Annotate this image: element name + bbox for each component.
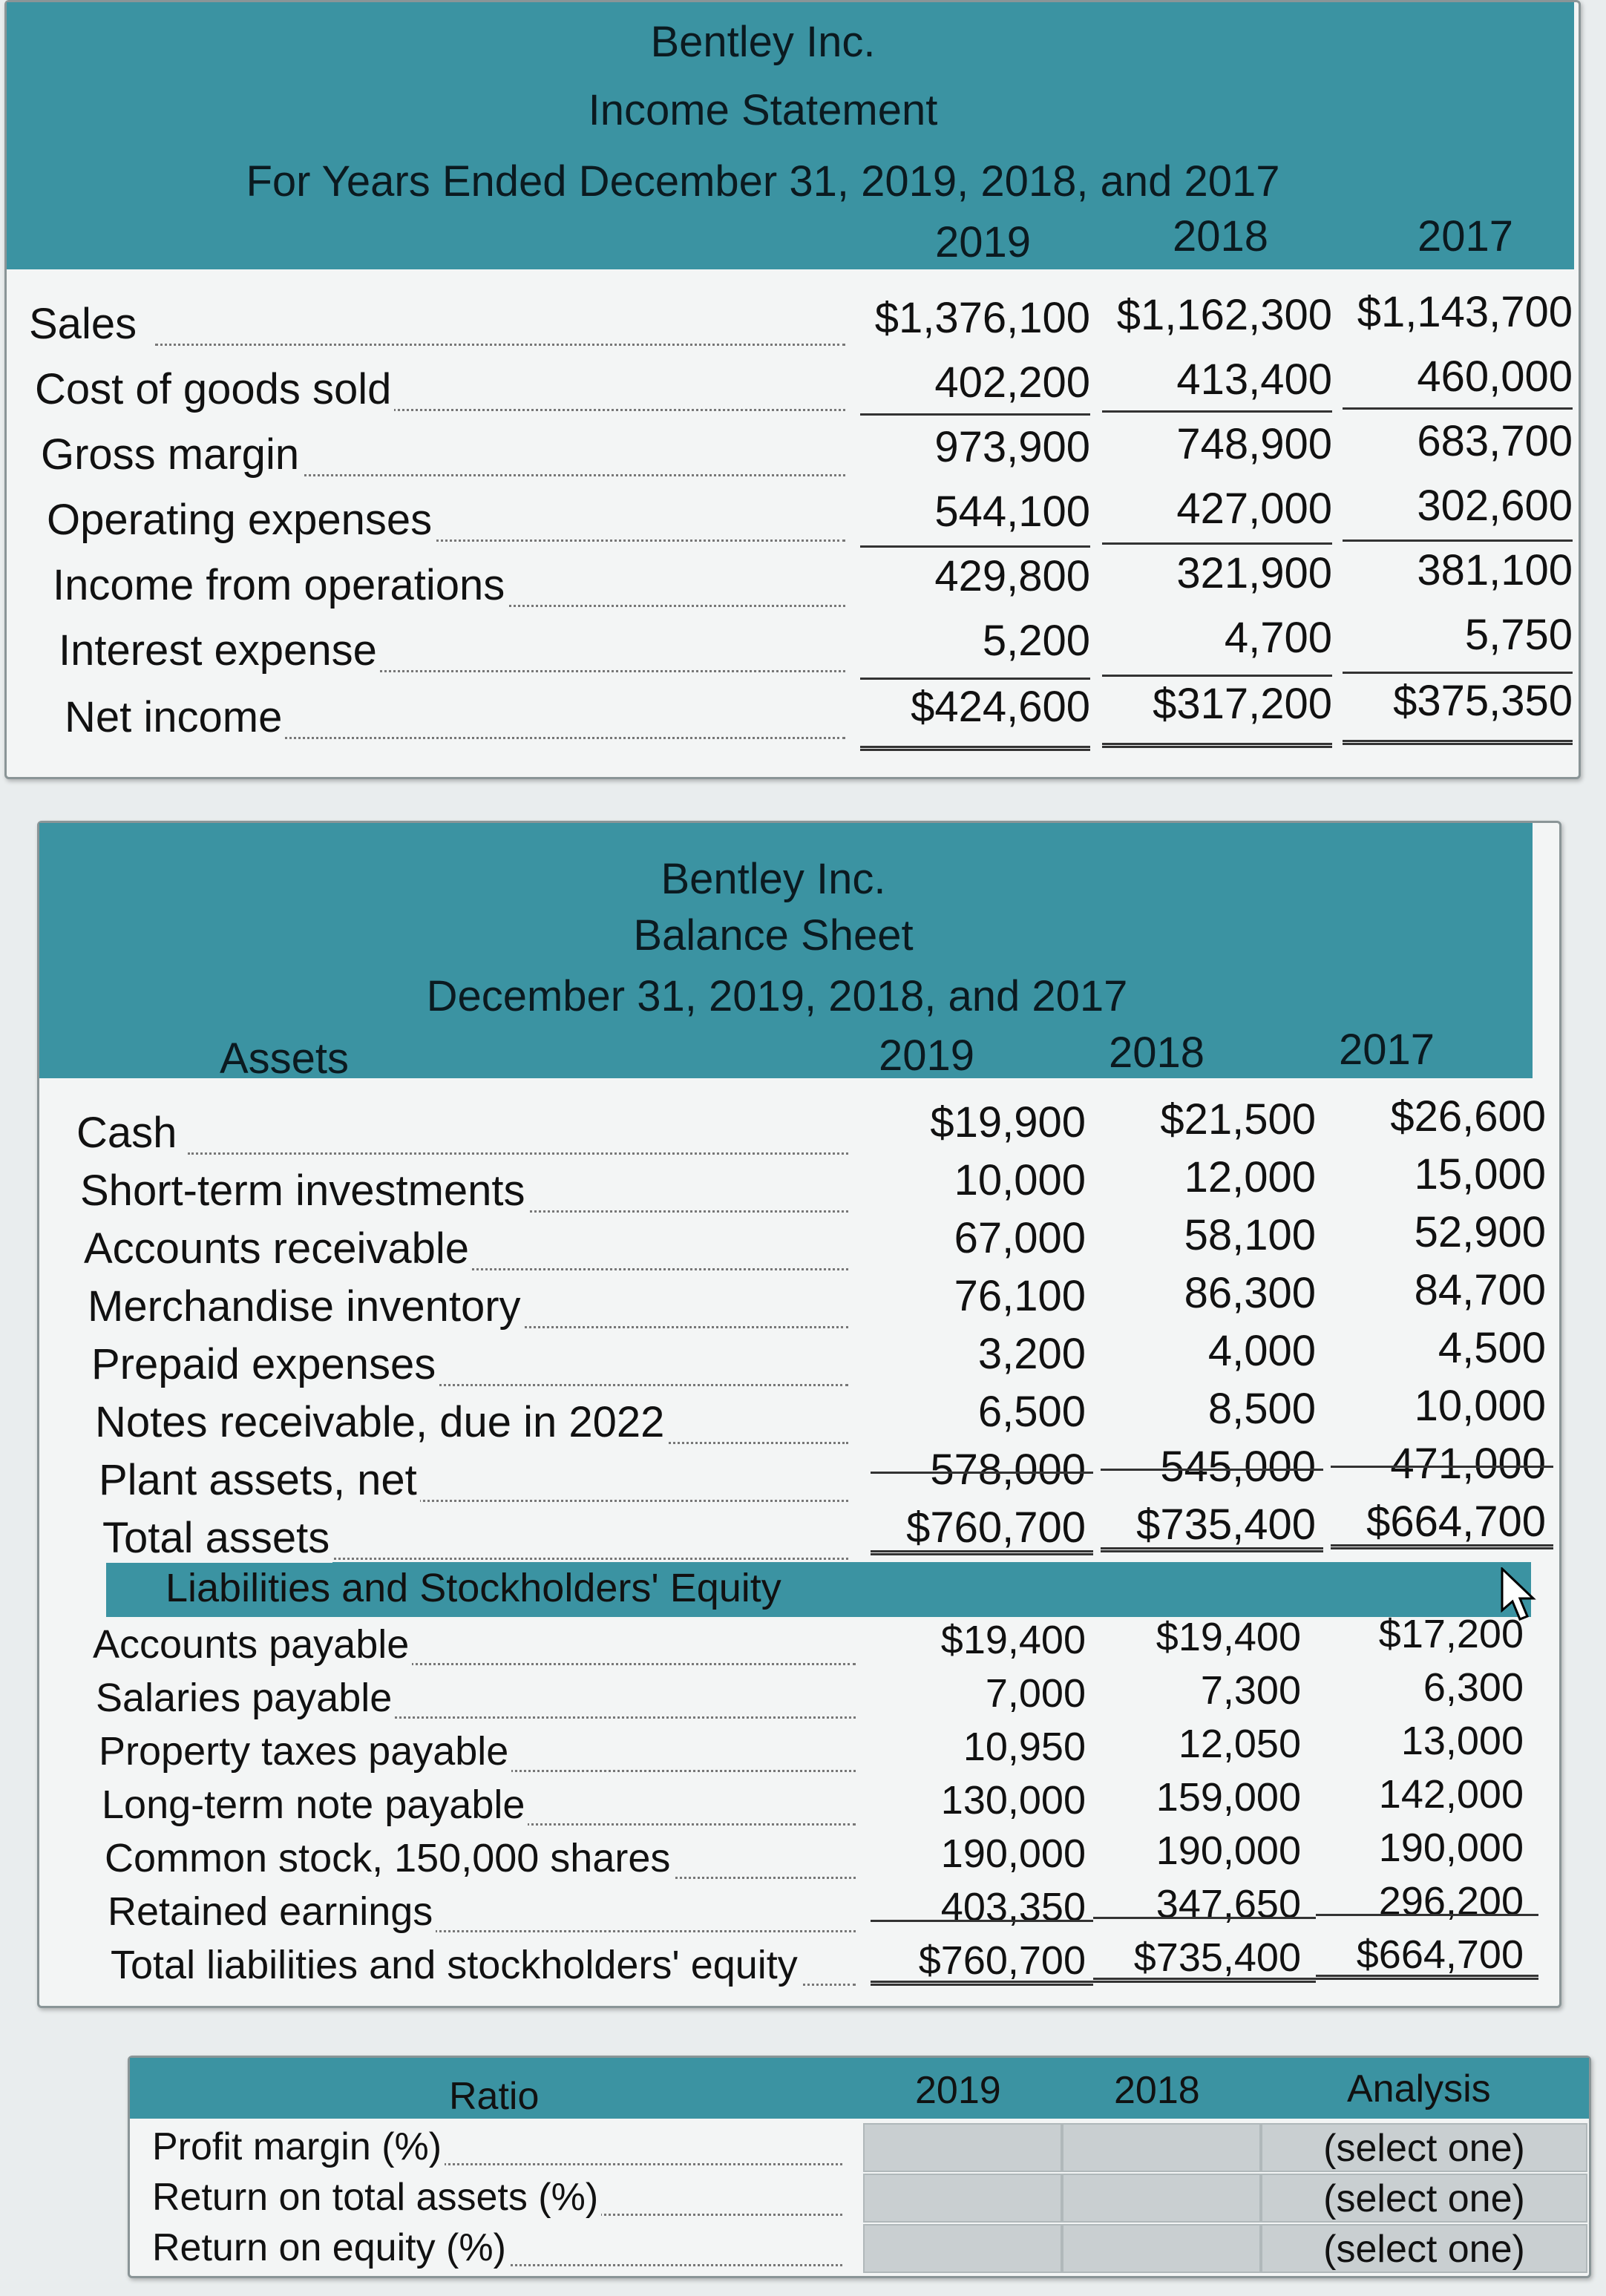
- income-underline: [860, 413, 1090, 416]
- analysis-select[interactable]: [1261, 2224, 1587, 2273]
- liability-value: 130,000: [940, 1778, 1086, 1823]
- income-value: $1,376,100: [874, 294, 1090, 342]
- liability-row-label: Common stock, 150,000 shares: [105, 1835, 673, 1881]
- income-value: 5,750: [1464, 611, 1573, 659]
- asset-value: 86,300: [1184, 1269, 1316, 1317]
- liability-value: 7,300: [1200, 1668, 1301, 1713]
- asset-value: 52,900: [1414, 1208, 1546, 1256]
- income-row-label: Cost of goods sold: [35, 364, 394, 414]
- liability-row-label: Long-term note payable: [102, 1782, 528, 1828]
- liability-value: $664,700: [1356, 1932, 1524, 1977]
- income-value: 544,100: [934, 488, 1090, 536]
- income-value: 381,100: [1417, 546, 1573, 594]
- asset-value: 4,500: [1438, 1324, 1546, 1372]
- income-value: 5,200: [982, 617, 1090, 665]
- assets-underline: [871, 1472, 1093, 1474]
- asset-value: $760,700: [906, 1503, 1086, 1552]
- income-year-2018: 2018: [1172, 212, 1268, 260]
- income-value: 302,600: [1417, 482, 1573, 530]
- income-title: Income Statement: [588, 86, 938, 134]
- income-company: Bentley Inc.: [650, 18, 876, 66]
- asset-value: 545,000: [1160, 1443, 1316, 1491]
- asset-value: $19,900: [930, 1098, 1086, 1147]
- income-value: 748,900: [1176, 420, 1332, 468]
- income-value: $1,143,700: [1357, 288, 1573, 336]
- income-row-label: Gross margin: [41, 430, 302, 479]
- liability-value: $19,400: [1156, 1615, 1301, 1659]
- ratio-header-2018: 2018: [1114, 2069, 1200, 2112]
- ratio-panel: [128, 2056, 1591, 2278]
- asset-value: 6,500: [977, 1388, 1086, 1436]
- liability-row-label: Property taxes payable: [99, 1728, 511, 1774]
- liability-value: 403,350: [940, 1885, 1086, 1929]
- income-row-label: Income from operations: [53, 560, 508, 610]
- ratio-header-2019: 2019: [915, 2069, 1001, 2112]
- liability-value: 7,000: [985, 1671, 1086, 1716]
- liab-double-underline: [1316, 1975, 1538, 1980]
- asset-value: $735,400: [1136, 1500, 1316, 1549]
- asset-row-label: Prepaid expenses: [91, 1339, 439, 1389]
- liability-value: 12,050: [1178, 1722, 1301, 1766]
- liab-double-underline: [871, 1981, 1093, 1986]
- balance-year-2018: 2018: [1108, 1029, 1204, 1077]
- income-value: $317,200: [1153, 680, 1332, 728]
- leader-dots: [188, 1152, 848, 1155]
- analysis-select[interactable]: [1261, 2123, 1587, 2172]
- balance-company: Bentley Inc.: [661, 855, 886, 903]
- liability-value: 6,300: [1423, 1665, 1524, 1710]
- asset-row-label: Cash: [76, 1108, 180, 1158]
- asset-value: 67,000: [954, 1214, 1086, 1262]
- income-row-label: Interest expense: [59, 626, 380, 675]
- ratio-header-analysis: Analysis: [1347, 2067, 1491, 2110]
- liability-row-label: Retained earnings: [108, 1889, 436, 1935]
- income-underline: [1102, 410, 1332, 413]
- asset-value: 10,000: [954, 1156, 1086, 1204]
- asset-row-label: Accounts receivable: [84, 1224, 472, 1273]
- ratio-input-2019[interactable]: [863, 2224, 1062, 2273]
- income-row-label: Operating expenses: [47, 495, 435, 545]
- income-statement-panel: [4, 0, 1581, 779]
- asset-value: 58,100: [1184, 1211, 1316, 1259]
- asset-value: 4,000: [1207, 1327, 1316, 1375]
- liab-underline: [871, 1920, 1093, 1922]
- balance-year-2017: 2017: [1338, 1026, 1435, 1074]
- liability-value: 190,000: [1378, 1826, 1524, 1870]
- asset-row-label: Plant assets, net: [99, 1455, 420, 1505]
- liability-value: $735,400: [1133, 1935, 1301, 1980]
- ratio-row-label: Return on equity (%): [152, 2226, 509, 2270]
- liabilities-header: Liabilities and Stockholders' Equity: [165, 1566, 781, 1610]
- income-value: 683,700: [1417, 417, 1573, 465]
- income-underline: [1102, 675, 1332, 677]
- liability-value: 142,000: [1378, 1772, 1524, 1817]
- assets-underline: [1101, 1469, 1323, 1471]
- assets-double-underline: [1101, 1547, 1323, 1552]
- income-row-label: Net income: [65, 692, 285, 742]
- income-row: [7, 677, 1579, 758]
- asset-row-label: Short-term investments: [80, 1166, 528, 1216]
- income-value: $375,350: [1393, 677, 1573, 725]
- balance-period: December 31, 2019, 2018, and 2017: [426, 972, 1128, 1020]
- asset-row-label: Total assets: [102, 1513, 332, 1563]
- income-value: 429,800: [934, 552, 1090, 600]
- liability-value: 190,000: [1156, 1828, 1301, 1873]
- liability-value: 347,650: [1156, 1882, 1301, 1926]
- ratio-row-label: Return on total assets (%): [152, 2175, 601, 2220]
- income-double-underline: [860, 746, 1090, 751]
- leader-dots: [155, 344, 845, 346]
- asset-value: $664,700: [1366, 1498, 1546, 1546]
- analysis-select-value: (select one): [1323, 2228, 1525, 2271]
- income-underline: [1343, 672, 1573, 674]
- liability-value: 13,000: [1400, 1719, 1524, 1763]
- asset-row-label: Notes receivable, due in 2022: [95, 1397, 667, 1447]
- income-row-label: Sales: [29, 299, 140, 349]
- income-value: 973,900: [934, 423, 1090, 471]
- income-year-2019: 2019: [934, 218, 1031, 266]
- ratio-input-2018[interactable]: [1062, 2224, 1261, 2273]
- liab-underline: [1316, 1914, 1538, 1916]
- assets-underline: [1331, 1466, 1553, 1468]
- balance-year-2019: 2019: [878, 1031, 974, 1080]
- liab-double-underline: [1093, 1978, 1316, 1983]
- ratio-input-2018[interactable]: [1062, 2174, 1261, 2223]
- asset-value: 471,000: [1390, 1440, 1546, 1488]
- balance-title: Balance Sheet: [633, 911, 914, 960]
- income-value: 321,900: [1176, 549, 1332, 597]
- analysis-select[interactable]: [1261, 2174, 1587, 2223]
- income-underline: [860, 545, 1090, 548]
- income-value: 460,000: [1417, 352, 1573, 401]
- income-double-underline: [1343, 740, 1573, 745]
- asset-value: 76,100: [954, 1272, 1086, 1320]
- income-value: $424,600: [911, 683, 1090, 731]
- ratio-row-label: Profit margin (%): [152, 2125, 445, 2169]
- asset-value: 8,500: [1207, 1385, 1316, 1433]
- asset-value: 578,000: [930, 1446, 1086, 1494]
- liability-value: 190,000: [940, 1831, 1086, 1876]
- liability-value: 296,200: [1378, 1879, 1524, 1923]
- income-value: 4,700: [1224, 614, 1332, 662]
- leader-dots: [191, 737, 845, 739]
- income-double-underline: [1102, 743, 1332, 748]
- income-underline: [860, 678, 1090, 680]
- asset-value: 84,700: [1414, 1266, 1546, 1314]
- asset-row-label: Merchandise inventory: [88, 1282, 524, 1331]
- income-underline: [1102, 542, 1332, 545]
- ratio-input-2019[interactable]: [863, 2174, 1062, 2223]
- income-underline: [1343, 407, 1573, 410]
- liability-row-label: Salaries payable: [96, 1675, 395, 1721]
- income-value: 427,000: [1176, 485, 1332, 533]
- asset-value: 3,200: [977, 1330, 1086, 1378]
- income-year-2017: 2017: [1417, 212, 1513, 260]
- asset-value: 12,000: [1184, 1153, 1316, 1201]
- ratio-input-2019[interactable]: [863, 2123, 1062, 2172]
- liability-value: 159,000: [1156, 1775, 1301, 1820]
- income-value: $1,162,300: [1116, 291, 1332, 339]
- asset-value: 15,000: [1414, 1150, 1546, 1198]
- ratio-header-label: Ratio: [449, 2075, 540, 2118]
- ratio-input-2018[interactable]: [1062, 2123, 1261, 2172]
- income-value: 413,400: [1176, 355, 1332, 404]
- liability-value: $760,700: [918, 1938, 1086, 1983]
- analysis-select-value: (select one): [1323, 2127, 1525, 2170]
- income-underline: [1343, 539, 1573, 542]
- liability-value: 10,950: [963, 1725, 1086, 1769]
- liability-row-label: Total liabilities and stockholders' equity: [111, 1942, 801, 1988]
- liab-underline: [1093, 1917, 1316, 1919]
- assets-double-underline: [871, 1550, 1093, 1555]
- liability-row-label: Accounts payable: [93, 1621, 412, 1667]
- analysis-select-value: (select one): [1323, 2177, 1525, 2220]
- liability-value: $19,400: [940, 1618, 1086, 1662]
- income-period: For Years Ended December 31, 2019, 2018, and 2017: [246, 157, 1280, 206]
- asset-value: $21,500: [1160, 1095, 1316, 1144]
- balance-sheet-panel: [37, 821, 1561, 2008]
- assets-header: Assets: [219, 1034, 350, 1083]
- asset-value: $26,600: [1390, 1092, 1546, 1141]
- asset-value: 10,000: [1414, 1382, 1546, 1430]
- income-value: 402,200: [934, 358, 1090, 407]
- mouse-pointer-icon: [1501, 1567, 1545, 1627]
- liability-value: $17,200: [1378, 1612, 1524, 1656]
- assets-double-underline: [1331, 1544, 1553, 1549]
